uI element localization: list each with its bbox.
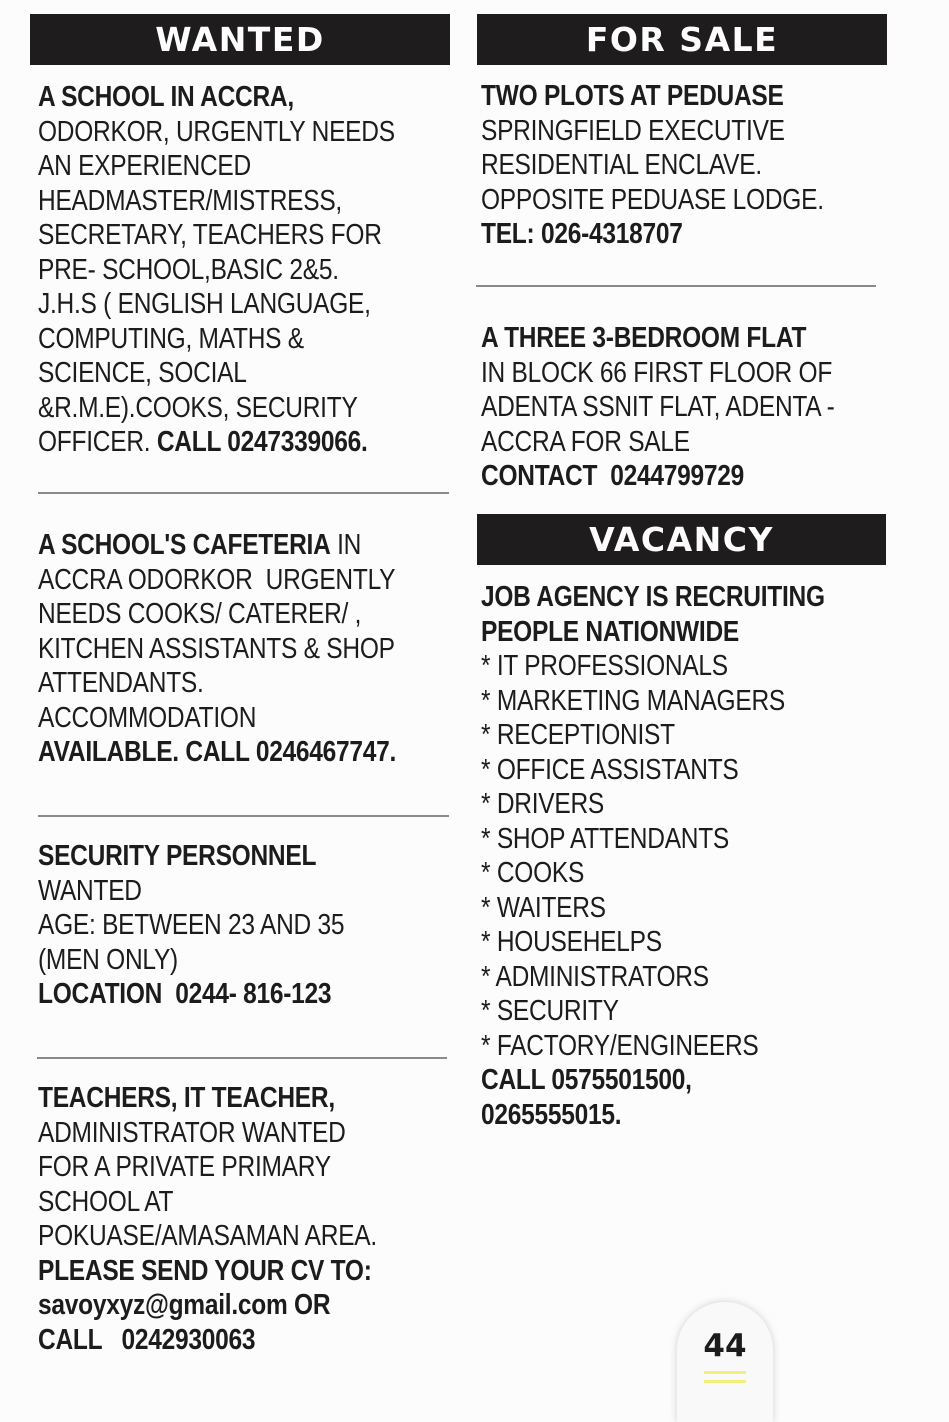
ad-line	[38, 874, 344, 909]
ad-line	[38, 356, 395, 391]
ad-text-bold: LOCATION	[38, 978, 176, 1010]
ad-line	[481, 356, 835, 391]
ad-line	[481, 960, 825, 995]
wanted-ad-cafeteria	[38, 528, 454, 770]
wanted-banner	[30, 14, 450, 65]
ad-line	[38, 391, 395, 426]
ad-text: RESIDENTIAL ENCLAVE.	[481, 149, 762, 181]
ad-text: NEEDS COOKS/ CATERER/ ,	[38, 598, 362, 630]
ad-text-bold: PEOPLE NATIONWIDE	[481, 615, 739, 648]
ad-line	[481, 718, 825, 753]
ad-text: SECRETARY, TEACHERS FOR	[38, 219, 382, 251]
ad-line	[481, 891, 825, 926]
ad-line	[38, 1254, 377, 1289]
ad-line	[481, 183, 824, 218]
ad-line	[481, 649, 825, 684]
ad-line	[38, 1323, 377, 1358]
ad-text: * FACTORY/ENGINEERS	[481, 1029, 759, 1062]
ad-text: WANTED	[38, 874, 142, 907]
divider	[38, 492, 449, 494]
ad-line	[38, 149, 395, 184]
divider	[476, 285, 876, 287]
ad-text: PRE- SCHOOL,BASIC 2&5.	[38, 253, 339, 286]
ad-text-bold: CALL 0242930063	[38, 1323, 256, 1356]
ad-line	[38, 1081, 377, 1116]
ad-text: KITCHEN ASSISTANTS & SHOP	[38, 632, 395, 665]
ad-text-bold: CONTACT 0244799729	[481, 460, 745, 492]
ad-text: OPPOSITE PEDUASE LODGE.	[481, 183, 824, 216]
ad-line	[481, 753, 825, 788]
ad-text-bold: JOB AGENCY IS RECRUITING	[481, 581, 825, 613]
ad-text-bold: PLEASE SEND YOUR CV TO:	[38, 1254, 372, 1287]
ad-text: FOR A PRIVATE PRIMARY	[38, 1151, 331, 1183]
ad-text: &R.M.E).COOKS, SECURITY	[38, 391, 358, 424]
ad-line	[38, 735, 396, 770]
ad-text: ATTENDANTS.	[38, 667, 204, 699]
for-sale-ad-plots	[481, 79, 880, 252]
ad-line	[38, 184, 395, 219]
ad-text: AN EXPERIENCED	[38, 150, 251, 182]
for-sale-column	[477, 14, 887, 65]
vacancy-ad-job-agency	[481, 580, 881, 1132]
ad-text: * ADMINISTRATORS	[481, 960, 709, 993]
ad-text: ACCRA ODORKOR URGENTLY	[38, 563, 396, 596]
wanted-ad-school-accra	[38, 80, 453, 460]
ad-line	[481, 79, 824, 114]
ad-line	[481, 1098, 825, 1133]
ad-text: HEADMASTER/MISTRESS,	[38, 184, 342, 217]
ad-text-bold: SECURITY PERSONNEL	[38, 840, 317, 872]
wanted-ad-teachers	[38, 1081, 432, 1357]
ad-line	[38, 115, 395, 150]
wanted-column	[30, 14, 450, 65]
wanted-title: WANTED	[155, 20, 325, 59]
ad-line	[38, 253, 395, 288]
ad-line	[481, 148, 824, 183]
ad-line	[38, 80, 395, 115]
divider	[38, 815, 449, 817]
ad-text: COMPUTING, MATHS &	[38, 322, 304, 355]
page-number-underline	[704, 1380, 746, 1383]
ad-line	[38, 908, 344, 943]
ad-line	[481, 1063, 825, 1098]
ad-line	[38, 1288, 377, 1323]
ad-text: * HOUSEHELPS	[481, 926, 662, 958]
ad-line	[38, 839, 344, 874]
ad-line	[38, 597, 396, 632]
ad-text-bold: A THREE 3-BEDROOM FLAT	[481, 322, 807, 354]
ad-text: * RECEPTIONIST	[481, 719, 675, 751]
ad-line	[38, 943, 344, 978]
ad-line	[481, 580, 825, 615]
ad-text: IN	[330, 529, 362, 561]
ad-text: ACCOMMODATION	[38, 701, 257, 734]
ad-line	[38, 425, 395, 460]
ad-line	[38, 666, 396, 701]
ad-text: OFFICER.	[38, 426, 157, 458]
ad-text: (MEN ONLY)	[38, 943, 178, 976]
ad-line	[481, 217, 824, 252]
ad-text-bold: CALL 0247339066.	[156, 426, 368, 458]
wanted-ad-security-personnel	[38, 839, 394, 1012]
ad-text: * OFFICE ASSISTANTS	[481, 753, 739, 786]
ad-line	[481, 822, 825, 857]
ad-text-bold: A SCHOOL'S CAFETERIA	[38, 529, 331, 561]
ad-line	[38, 632, 396, 667]
ad-text: * MARKETING MANAGERS	[481, 684, 785, 717]
for-sale-ad-flat	[481, 321, 892, 494]
ad-text: AGE: BETWEEN 23 AND 35	[38, 909, 345, 941]
ad-line	[481, 390, 835, 425]
ad-text-bold: 0244- 816-123	[175, 978, 332, 1010]
ad-text-bold: 0265555015.	[481, 1098, 622, 1131]
ad-line	[481, 321, 835, 356]
ad-text-bold: CALL 0575501500,	[481, 1064, 692, 1096]
for-sale-title: FOR SALE	[585, 20, 779, 59]
ad-text-bold: A SCHOOL IN ACCRA,	[38, 81, 294, 113]
ad-line	[38, 1219, 377, 1254]
vacancy-title: VACANCY	[589, 520, 774, 559]
ad-text: IN BLOCK 66 FIRST FLOOR OF	[481, 356, 833, 389]
vacancy-column	[477, 514, 886, 565]
ad-text: * SHOP ATTENDANTS	[481, 822, 730, 855]
ad-text: J.H.S ( ENGLISH LANGUAGE,	[38, 288, 371, 320]
ad-line	[38, 528, 396, 563]
ad-line	[38, 1185, 377, 1220]
ad-line	[481, 925, 825, 960]
ad-text: SPRINGFIELD EXECUTIVE	[481, 114, 785, 147]
ad-line	[481, 425, 835, 460]
ad-text: SCIENCE, SOCIAL	[38, 357, 247, 389]
page-number-underline	[704, 1371, 746, 1374]
ad-line	[38, 218, 395, 253]
ad-text-bold: AVAILABLE. CALL 0246467747.	[38, 736, 397, 768]
page-number-tab	[677, 1302, 773, 1422]
ad-text: SCHOOL AT	[38, 1185, 174, 1218]
ad-line	[38, 322, 395, 357]
ad-text: * WAITERS	[481, 891, 606, 924]
for-sale-banner	[477, 14, 887, 65]
ad-text: * DRIVERS	[481, 788, 604, 820]
ad-line	[481, 787, 825, 822]
ad-text: ODORKOR, URGENTLY NEEDS	[38, 115, 395, 148]
ad-text: POKUASE/AMASAMAN AREA.	[38, 1220, 377, 1252]
ad-line	[38, 977, 344, 1012]
vacancy-banner	[477, 514, 886, 565]
ad-line	[38, 287, 395, 322]
ad-line	[481, 684, 825, 719]
ad-text: ADENTA SSNIT FLAT, ADENTA -	[481, 391, 835, 423]
ad-text-bold: TEL: 026-4318707	[481, 218, 683, 250]
ad-text: ADMINISTRATOR WANTED	[38, 1116, 346, 1149]
ad-text: * IT PROFESSIONALS	[481, 650, 728, 682]
ad-text: * SECURITY	[481, 995, 619, 1027]
ad-line	[481, 856, 825, 891]
page-number: 44	[703, 1328, 747, 1364]
ad-line	[481, 459, 835, 494]
ad-text: ACCRA FOR SALE	[481, 425, 690, 458]
ad-line	[481, 1029, 825, 1064]
ad-text: * COOKS	[481, 857, 585, 889]
ad-line	[481, 615, 825, 650]
ad-line	[38, 701, 396, 736]
ad-text-bold: TEACHERS, IT TEACHER,	[38, 1082, 335, 1114]
divider	[37, 1057, 447, 1059]
ad-line	[38, 563, 396, 598]
ad-text-bold: savoyxyz@gmail.com OR	[38, 1289, 331, 1321]
ad-text-bold: TWO PLOTS AT PEDUASE	[481, 80, 784, 112]
ad-line	[481, 994, 825, 1029]
ad-line	[38, 1116, 377, 1151]
ad-line	[38, 1150, 377, 1185]
ad-line	[481, 114, 824, 149]
